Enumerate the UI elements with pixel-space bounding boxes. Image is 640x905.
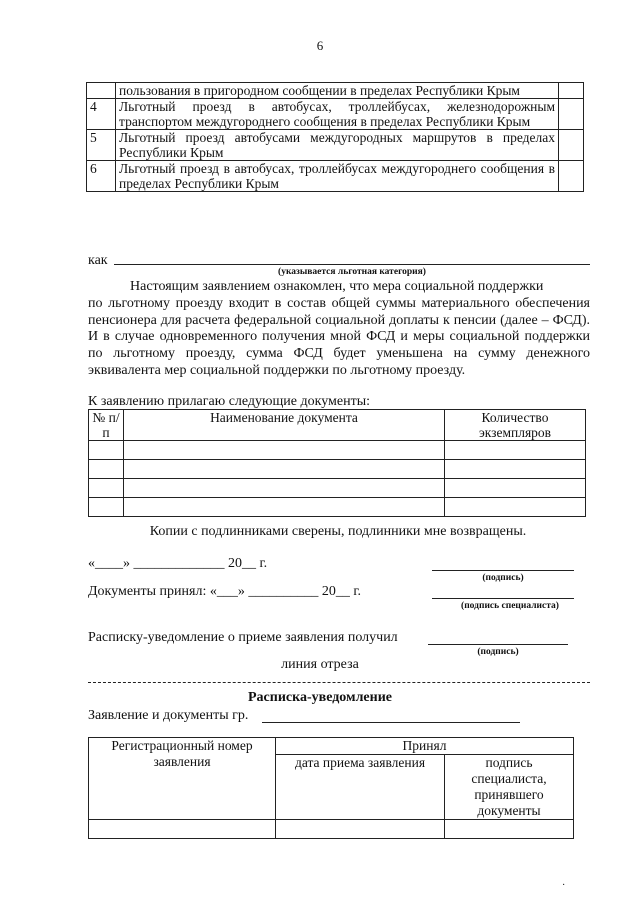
row-mark-cell xyxy=(559,83,584,99)
header-document-name: Наименование документа xyxy=(124,410,445,441)
cell[interactable] xyxy=(89,441,124,460)
cell[interactable] xyxy=(124,441,445,460)
row-mark-cell xyxy=(559,130,584,161)
cut-dashed-line xyxy=(88,682,590,683)
category-label: как xyxy=(88,253,108,268)
category-input-line[interactable] xyxy=(114,264,590,265)
attachments-label: К заявлению прилагаю следующие документы: xyxy=(88,394,371,409)
table-row xyxy=(89,479,586,498)
table-header-row xyxy=(89,738,574,755)
header-specialist-sign: подпись специалиста, принявшего документы xyxy=(445,755,574,820)
acknowledgement-paragraph xyxy=(88,279,590,380)
table-row xyxy=(89,460,586,479)
cell[interactable] xyxy=(445,479,586,498)
row-description: Льготный проезд автобусами междугородных маршрутов в пределах Республики Крым xyxy=(116,130,559,161)
applicant-signature-line[interactable] xyxy=(432,570,574,571)
privilege-table xyxy=(86,82,584,192)
cell[interactable] xyxy=(445,441,586,460)
header-number: № п/п xyxy=(89,410,124,441)
cell[interactable] xyxy=(124,498,445,517)
cell[interactable] xyxy=(276,820,445,839)
cell[interactable] xyxy=(89,498,124,517)
row-number: 5 xyxy=(87,130,116,161)
row-description: Льготный проезд в автобусах, троллейбусах, железнодорожным транспортом междугороднего сообщения в пределах Республики Крым xyxy=(116,99,559,130)
row-description: Льготный проезд в автобусах, троллейбусах междугороднего сообщения в пределах Республики Крым xyxy=(116,161,559,192)
paragraph-body: по льготному проезду входит в состав общей суммы материального обеспечения пенсионера для расчета федеральной социальной доплаты к пенсии (далее – ФСД). И в случае одновременного получения мной ФСД и меры социальной поддержки по льготному проезду, сумма ФСД будет уменьшена на сумму денежного эквивалента мер социальной поддержки по льготному проезду. xyxy=(88,295,590,378)
row-number: 4 xyxy=(87,99,116,130)
table-row xyxy=(87,83,584,99)
applicant-signature-caption: (подпись) xyxy=(482,573,524,583)
cut-line-label: линия отреза xyxy=(281,657,359,672)
receipt-received-text: Расписку-уведомление о приеме заявления получил xyxy=(88,630,398,645)
row-mark-cell xyxy=(559,161,584,192)
header-reg-number: Регистрационный номер заявления xyxy=(89,738,276,820)
page-number: 6 xyxy=(316,38,324,53)
specialist-signature-line[interactable] xyxy=(432,598,574,599)
cell[interactable] xyxy=(89,460,124,479)
header-copies: Количество экземпляров xyxy=(445,410,586,441)
cell[interactable] xyxy=(89,820,276,839)
documents-table xyxy=(88,409,586,517)
cell[interactable] xyxy=(445,820,574,839)
paragraph-first-line: Настоящим заявлением ознакомлен, что мера социальной поддержки xyxy=(130,279,544,294)
header-accept-date: дата приема заявления xyxy=(276,755,445,820)
row-number: 6 xyxy=(87,161,116,192)
cell[interactable] xyxy=(445,498,586,517)
cell[interactable] xyxy=(124,460,445,479)
table-header-row xyxy=(89,410,586,441)
row-mark-cell xyxy=(559,99,584,130)
cell[interactable] xyxy=(124,479,445,498)
documents-accepted-line[interactable]: Документы принял: «___» __________ 20__ г. xyxy=(88,584,362,599)
table-row xyxy=(87,99,584,130)
row-number xyxy=(87,83,116,99)
cell[interactable] xyxy=(89,479,124,498)
receipt-signature-caption: (подпись) xyxy=(477,647,519,657)
header-accepted: Принял xyxy=(276,738,574,755)
row-description: пользования в пригородном сообщении в пределах Республики Крым xyxy=(116,83,559,99)
table-row xyxy=(89,498,586,517)
citizen-name-line[interactable] xyxy=(262,722,520,723)
table-row xyxy=(89,441,586,460)
receipt-title: Расписка-уведомление xyxy=(248,690,392,705)
table-row xyxy=(87,130,584,161)
cell[interactable] xyxy=(445,460,586,479)
receipt-signature-line[interactable] xyxy=(428,644,568,645)
footer-mark: · xyxy=(562,880,566,891)
applicant-date-line[interactable]: «____» _____________ 20__ г. xyxy=(88,556,268,571)
copies-statement: Копии с подлинниками сверены, подлинники мне возвращены. xyxy=(149,524,527,539)
category-caption: (указывается льготная категория) xyxy=(278,267,426,277)
table-row xyxy=(89,820,574,839)
table-row xyxy=(87,161,584,192)
specialist-signature-caption: (подпись специалиста) xyxy=(461,601,559,611)
registration-table xyxy=(88,737,574,839)
receipt-statement: Заявление и документы гр. xyxy=(88,708,249,723)
